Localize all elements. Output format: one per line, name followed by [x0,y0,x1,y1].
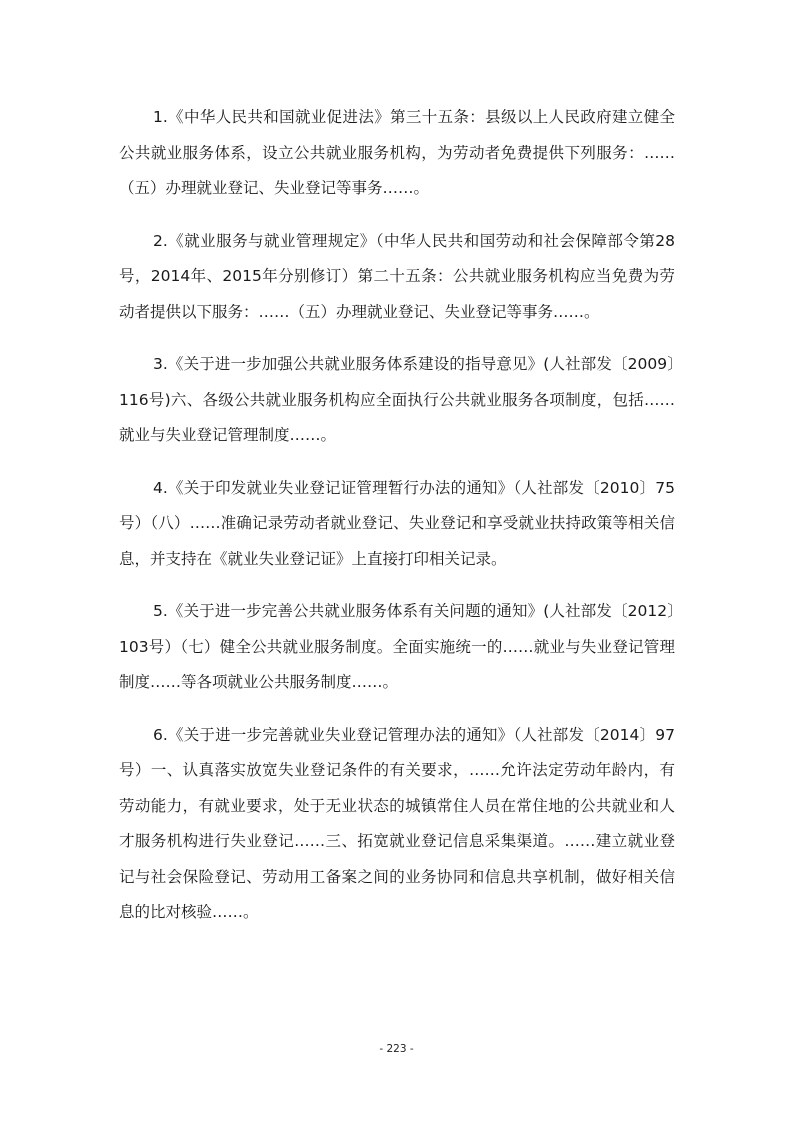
paragraph-3: 3.《关于进一步加强公共就业服务体系建设的指导意见》(人社部发〔2009〕116号)六、各级公共就业服务机构应全面执行公共就业服务各项制度，包括……就业与失业登记管理制度……。 [119,355,675,444]
document-body [119,100,675,948]
paragraph-5: 5.《关于进一步完善公共就业服务体系有关问题的通知》(人社部发〔2012〕103号）（七）健全公共就业服务制度。全面实施统一的……就业与失业登记管理制度……等各项就业公共服务制度……。 [119,602,675,691]
page-number: - 223 - [379,1043,414,1055]
paragraph-1: 1.《中华人民共和国就业促进法》第三十五条：县级以上人民政府建立健全公共就业服务体系，设立公共就业服务机构，为劳动者免费提供下列服务：……（五）办理就业登记、失业登记等事务……。 [119,108,675,197]
paragraph-2: 2.《就业服务与就业管理规定》（中华人民共和国劳动和社会保障部令第28号，2014年、2015年分别修订）第二十五条：公共就业服务机构应当免费为劳动者提供以下服务：……（五）办理就业登记、失业登记等事务……。 [119,231,675,321]
paragraph-6: 6.《关于进一步完善就业失业登记管理办法的通知》（人社部发〔2014〕97号）一、认真落实放宽失业登记条件的有关要求，……允许法定劳动年龄内，有劳动能力，有就业要求，处于无业状态的城镇常住人员在常住地的公共就业和人才服务机构进行失业登记……三、拓宽就业登记信息采集渠道。……建立就业登记与社会保险登记、劳动用工备案之间的业务协同和信息共享机制，做好相关信息的比对核验……。 [119,725,675,921]
paragraph-4: 4.《关于印发就业失业登记证管理暂行办法的通知》（人社部发〔2010〕75号）（八）……准确记录劳动者就业登记、失业登记和享受就业扶持政策等相关信息，并支持在《就业失业登记证》上直接打印相关记录。 [119,478,675,568]
